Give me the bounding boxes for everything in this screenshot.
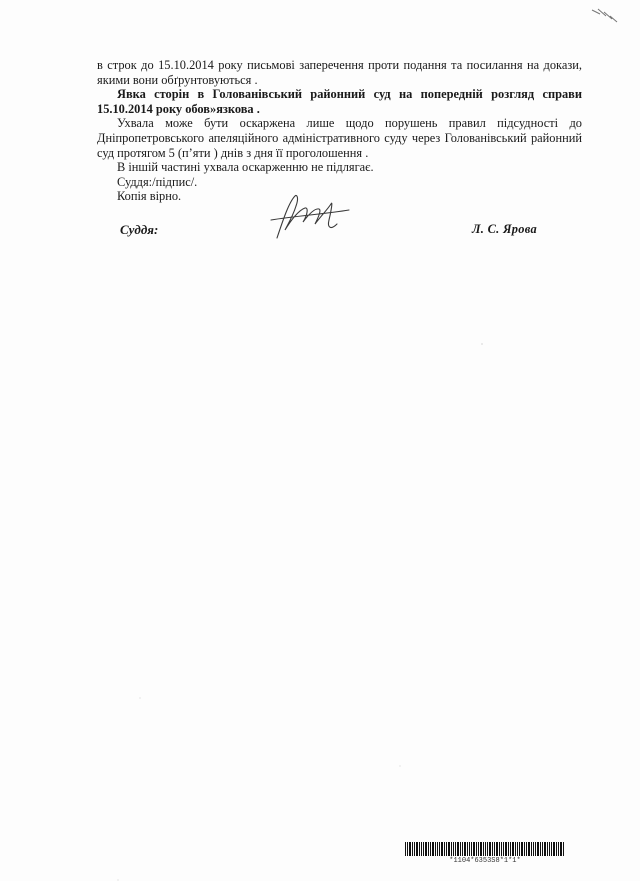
corner-scribble-mark	[590, 6, 620, 26]
signature-row	[120, 222, 560, 242]
appeal-paragraph: Ухвала може бути оскаржена лише щодо порушень правил підсудності до Дніпропетровського апеляційного адміністративного суду через Голованівський районний суд протягом 5 (п’яти ) днів з дня її проголошення .	[97, 116, 582, 160]
judge-signed-line: Суддя:/підпис/.	[117, 174, 198, 189]
appearance-notice-paragraph: Явка сторін в Голованівський районний суд на попередній розгляд справи 15.10.2014 року обов»язкова .	[97, 87, 582, 116]
document-body	[97, 58, 582, 204]
objections-deadline-paragraph: в строк до 15.10.2014 року письмові заперечення проти подання та посилання на докази, якими вони обґрунтовуються .	[97, 58, 582, 87]
no-appeal-paragraph: В іншій частині ухвала оскарженню не підлягає.	[117, 160, 374, 175]
barcode-number: *1104*6353S8*1*1*	[449, 857, 521, 865]
document-barcode	[405, 842, 565, 856]
judge-label: Суддя:	[120, 222, 159, 237]
copy-certified-line: Копія вірно.	[117, 189, 182, 204]
judge-name: Л. С. Ярова	[472, 222, 538, 236]
